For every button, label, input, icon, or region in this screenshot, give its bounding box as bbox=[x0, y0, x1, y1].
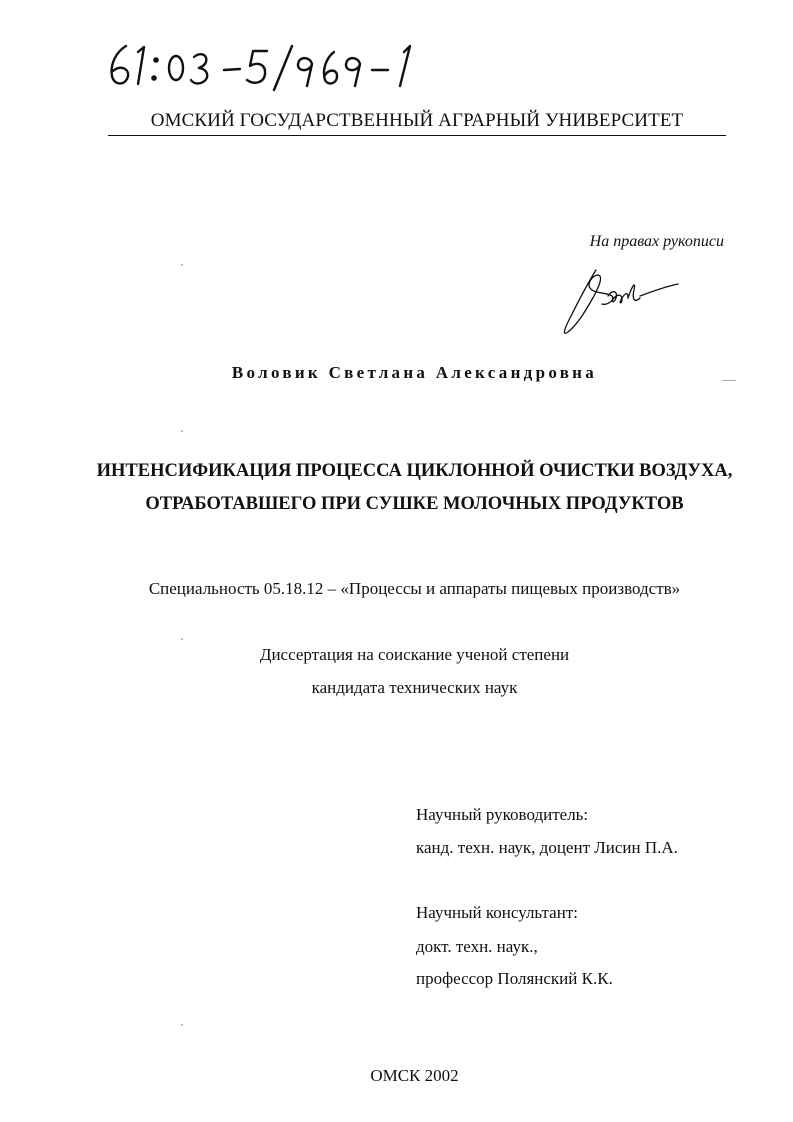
dissertation-line-1: Диссертация на соискание ученой степени bbox=[259, 645, 570, 664]
archive-number-handwritten bbox=[104, 38, 424, 94]
consultant-label: Научный консультант: bbox=[416, 903, 578, 922]
scan-speck bbox=[722, 380, 736, 381]
scan-speck bbox=[181, 638, 183, 640]
city-year: ОМСК 2002 bbox=[370, 1066, 459, 1085]
supervisor-name: канд. техн. наук, доцент Лисин П.А. bbox=[416, 838, 678, 857]
consultant-degree: докт. техн. наук., bbox=[416, 937, 538, 956]
thesis-title-line-1: ИНТЕНСИФИКАЦИЯ ПРОЦЕССА ЦИКЛОННОЙ ОЧИСТКИ ВОЗДУХА, bbox=[96, 461, 733, 481]
supervisor-label: Научный руководитель: bbox=[416, 805, 589, 824]
scan-speck bbox=[181, 430, 183, 432]
thesis-title-line-2: ОТРАБОТАВШЕГО ПРИ СУШКЕ МОЛОЧНЫХ ПРОДУКТОВ bbox=[145, 494, 684, 514]
specialty: Специальность 05.18.12 – «Процессы и аппараты пищевых производств» bbox=[148, 579, 681, 598]
rights-note: На правах рукописи bbox=[589, 233, 724, 250]
scan-speck bbox=[181, 1024, 183, 1026]
author-name-text: Воловик Светлана Александровна bbox=[231, 363, 598, 382]
consultant-name: профессор Полянский К.К. bbox=[416, 969, 613, 988]
dissertation-line-2: кандидата технических наук bbox=[311, 678, 518, 697]
scan-speck bbox=[181, 264, 183, 266]
author-name bbox=[0, 363, 793, 383]
author-signature bbox=[556, 266, 686, 340]
university-name: ОМСКИЙ ГОСУДАРСТВЕННЫЙ АГРАРНЫЙ УНИВЕРСИТЕТ bbox=[108, 110, 726, 136]
